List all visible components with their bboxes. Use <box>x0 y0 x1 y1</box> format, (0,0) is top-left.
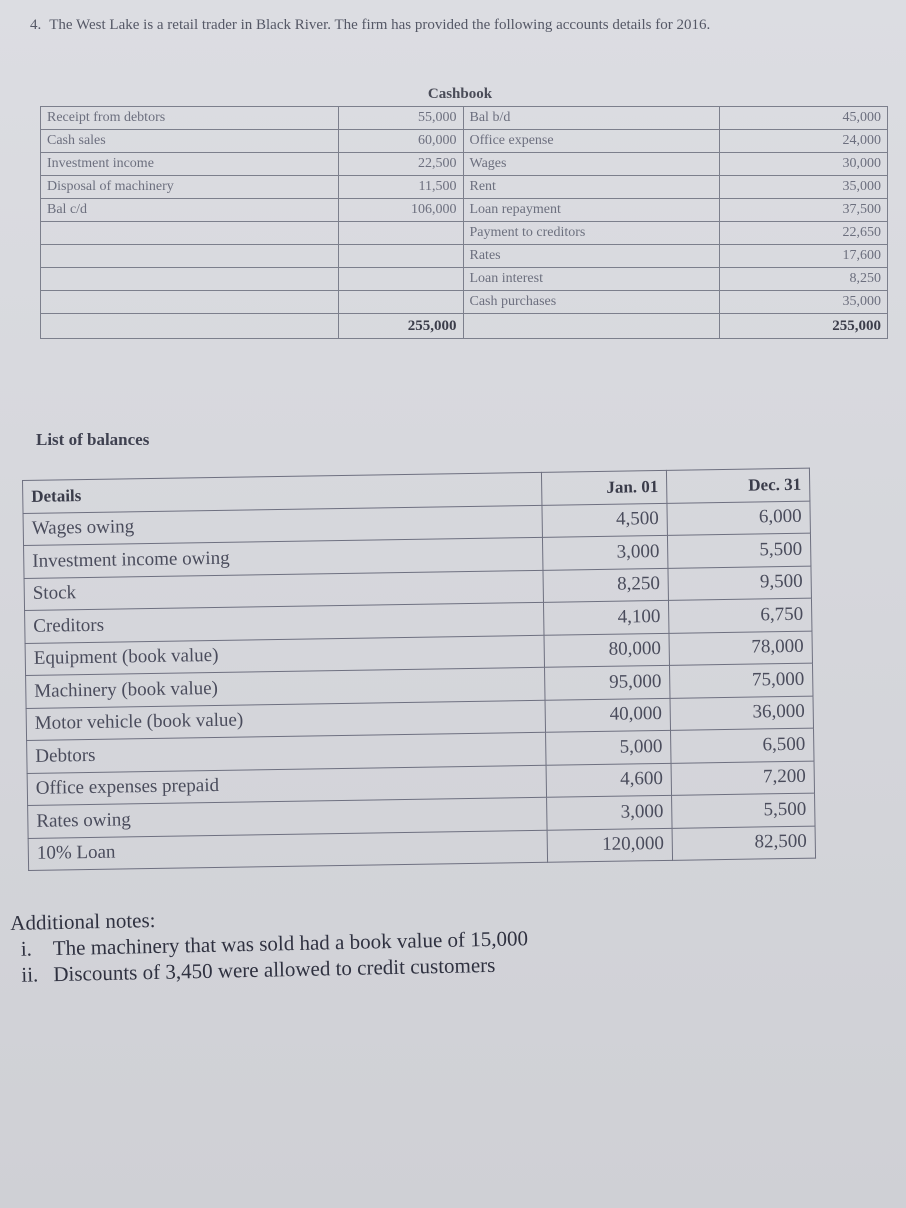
cashbook-credit-label: Rent <box>463 176 720 199</box>
cashbook-row <box>41 245 888 268</box>
cashbook-credit-amount: 35,000 <box>720 291 888 314</box>
balance-jan: 4,100 <box>544 600 669 634</box>
cashbook-credit-amount: 17,600 <box>720 245 888 268</box>
balance-dec: 6,000 <box>667 501 810 536</box>
balance-dec: 82,500 <box>672 826 815 861</box>
balance-dec: 5,500 <box>672 793 815 828</box>
balance-detail: Wages owing <box>23 505 543 546</box>
balance-detail: Machinery (book value) <box>26 667 546 708</box>
cashbook-debit-label: Investment income <box>41 153 339 176</box>
cashbook-debit-amount <box>338 245 463 268</box>
cashbook-credit-label: Loan interest <box>463 268 720 291</box>
balance-dec: 78,000 <box>669 631 812 666</box>
cashbook-row <box>41 199 888 222</box>
question-body: The West Lake is a retail trader in Black River. The firm has provided the following accounts details for 2016. <box>49 17 711 33</box>
header-details: Details <box>23 472 543 513</box>
cashbook-debit-amount: 60,000 <box>338 130 463 153</box>
balance-jan: 4,500 <box>542 503 667 537</box>
cashbook-credit-label: Payment to creditors <box>463 222 720 245</box>
cashbook-debit-label: Bal c/d <box>41 199 339 222</box>
additional-notes <box>10 894 771 988</box>
cashbook-debit-label <box>41 268 339 291</box>
balance-detail: Office expenses prepaid <box>27 765 547 806</box>
balance-detail: Equipment (book value) <box>25 635 545 676</box>
cashbook-credit-amount: 24,000 <box>720 130 888 153</box>
cashbook-debit-amount: 11,500 <box>338 176 463 199</box>
balance-jan: 3,000 <box>547 795 672 829</box>
cashbook-debit-label <box>41 222 339 245</box>
balance-jan: 3,000 <box>543 535 668 569</box>
balances-table <box>22 468 816 871</box>
cashbook-credit-amount: 45,000 <box>720 107 888 130</box>
cashbook-credit-label: Loan repayment <box>463 199 720 222</box>
cashbook-row <box>41 222 888 245</box>
cashbook-row <box>41 176 888 199</box>
balance-detail: Motor vehicle (book value) <box>26 700 546 741</box>
note-number: i. <box>20 936 33 961</box>
cashbook-credit-label: Wages <box>463 153 720 176</box>
balance-dec: 9,500 <box>668 566 811 601</box>
cashbook-credit-label: Bal b/d <box>463 107 720 130</box>
balance-jan: 5,000 <box>546 730 671 764</box>
balance-detail: Debtors <box>27 732 547 773</box>
cashbook-table <box>40 106 888 339</box>
cashbook-debit-label: Cash sales <box>41 130 339 153</box>
cashbook-debit-amount: 22,500 <box>338 153 463 176</box>
notes-title: Additional notes: <box>10 907 156 935</box>
cashbook-credit-amount: 22,650 <box>720 222 888 245</box>
balance-detail: Stock <box>24 570 544 611</box>
question-text-block <box>30 16 880 34</box>
balances-body <box>23 468 816 870</box>
cashbook-credit-amount: 8,250 <box>720 268 888 291</box>
cashbook-debit-amount <box>338 268 463 291</box>
header-jan: Jan. 01 <box>542 470 667 504</box>
balance-dec: 7,200 <box>671 761 814 796</box>
cashbook-title: Cashbook <box>427 86 493 102</box>
cashbook-credit-amount: 30,000 <box>720 153 888 176</box>
cashbook-debit-label: Disposal of machinery <box>41 176 339 199</box>
cashbook-total-credit: 255,000 <box>720 314 888 339</box>
question-number: 4. <box>30 17 42 33</box>
cashbook-row <box>41 107 888 130</box>
cashbook-total-spacer-right <box>463 314 720 339</box>
cashbook-debit-label <box>41 245 339 268</box>
balance-jan: 40,000 <box>545 698 670 732</box>
balance-dec: 75,000 <box>670 663 813 698</box>
balance-detail: Creditors <box>25 602 545 643</box>
cashbook-debit-amount: 55,000 <box>338 107 463 130</box>
cashbook-total-row <box>41 314 888 339</box>
balance-detail: Rates owing <box>28 797 548 838</box>
cashbook-credit-amount: 37,500 <box>720 199 888 222</box>
balance-jan: 8,250 <box>543 568 668 602</box>
cashbook-credit-label: Cash purchases <box>463 291 720 314</box>
cashbook-debit-amount: 106,000 <box>338 199 463 222</box>
cashbook-debit-label <box>41 291 339 314</box>
header-dec: Dec. 31 <box>667 468 810 503</box>
cashbook-credit-label: Office expense <box>463 130 720 153</box>
balance-dec: 36,000 <box>670 696 813 731</box>
balance-jan: 120,000 <box>547 828 672 862</box>
cashbook-row <box>41 291 888 314</box>
cashbook-credit-label: Rates <box>463 245 720 268</box>
cashbook-body <box>41 107 888 339</box>
list-of-balances-title: List of balances <box>36 430 150 449</box>
balance-dec: 6,500 <box>671 728 814 763</box>
cashbook-credit-amount: 35,000 <box>720 176 888 199</box>
balance-dec: 5,500 <box>668 533 811 568</box>
cashbook-row <box>41 153 888 176</box>
note-text: The machinery that was sold had a book value of 15,000 <box>52 926 529 961</box>
cashbook-debit-label: Receipt from debtors <box>41 107 339 130</box>
balance-jan: 95,000 <box>545 665 670 699</box>
cashbook-debit-amount <box>338 222 463 245</box>
cashbook-total-debit: 255,000 <box>338 314 463 339</box>
cashbook-row <box>41 130 888 153</box>
cashbook-debit-amount <box>338 291 463 314</box>
note-number: ii. <box>21 962 39 987</box>
balance-jan: 80,000 <box>544 633 669 667</box>
balance-detail: Investment income owing <box>24 537 544 578</box>
balance-detail: 10% Loan <box>28 830 548 871</box>
cashbook-row <box>41 268 888 291</box>
cashbook-total-spacer-left <box>41 314 339 339</box>
note-text: Discounts of 3,450 were allowed to credit customers <box>53 952 496 987</box>
balance-jan: 4,600 <box>546 763 671 797</box>
balance-dec: 6,750 <box>669 598 812 633</box>
